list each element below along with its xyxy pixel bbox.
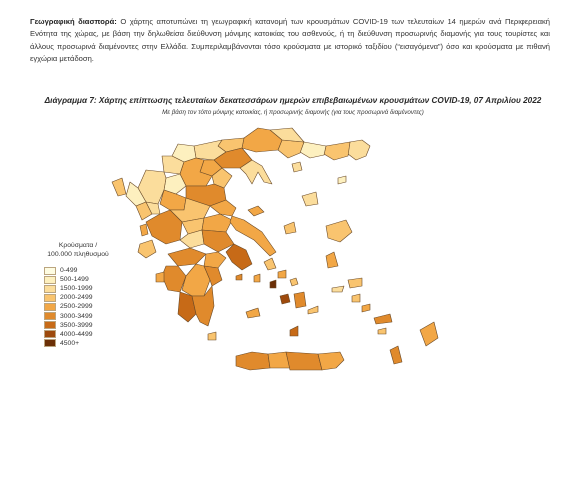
region-trikala — [160, 190, 186, 210]
region-lasithi — [318, 352, 344, 370]
region-evros — [348, 140, 370, 160]
region-korinthia — [204, 252, 226, 268]
legend-label: 2500-2999 — [60, 303, 93, 311]
region-lefkada — [140, 224, 148, 236]
region-limnos — [302, 192, 318, 206]
region-kerkyra — [112, 178, 126, 196]
region-paros — [280, 294, 290, 304]
region-samos — [348, 278, 362, 288]
region-fthiotida — [202, 214, 232, 232]
region-samothraki — [338, 176, 346, 184]
region-xanthi — [300, 142, 326, 158]
region-skyros — [284, 222, 296, 234]
map-subtitle: Με βάση τον τόπο μόνιμης κατοικίας, ή προσωρινής διαμονής (για τους προσωρινά διαμένοντες) — [162, 109, 424, 116]
region-ikaria — [332, 286, 344, 292]
region-zakynthos — [156, 272, 164, 282]
region-santorini — [290, 326, 298, 336]
region-naxos — [294, 292, 306, 308]
region-rodopi — [324, 142, 350, 160]
region-lesvos — [326, 220, 352, 242]
region-kavala — [278, 140, 304, 158]
region-chania — [236, 352, 270, 370]
legend-label: 0-499 — [60, 267, 78, 275]
legend-label: 1500-1999 — [60, 285, 93, 293]
intro-label: Γεωγραφική διασπορά: — [30, 17, 117, 26]
region-thasos — [292, 162, 302, 172]
region-patmos-leros — [352, 294, 360, 302]
region-rodos — [420, 322, 438, 346]
legend-label: 4000-4499 — [60, 330, 93, 338]
legend-label: 4500+ — [60, 339, 80, 347]
region-kos — [374, 314, 392, 324]
legend-label: 3000-3499 — [60, 312, 93, 320]
legend-title-line1: Κρούσματα / — [58, 242, 98, 249]
region-andros — [264, 258, 276, 270]
legend-label: 3500-3999 — [60, 321, 93, 329]
region-attica — [226, 244, 252, 270]
region-kythira — [208, 332, 216, 340]
region-tilos-nisyros — [378, 328, 386, 334]
region-karpathos — [390, 346, 402, 364]
region-achaia — [168, 248, 206, 266]
region-kalymnos — [362, 304, 370, 312]
legend-label: 500-1499 — [60, 276, 89, 284]
region-fokida — [180, 230, 204, 248]
map-title: Διάγραμμα 7: Χάρτης επίπτωσης τελευταίων δεκατεσσάρων ημερών επιβεβαιωμένων κρουσμάτων COVID-19, 07 Απριλίου 2022 — [44, 96, 542, 105]
region-amorgos — [308, 306, 318, 314]
region-kea — [254, 274, 260, 282]
region-chios — [326, 252, 338, 268]
legend-label: 2000-2499 — [60, 294, 93, 302]
region-tinos — [278, 270, 286, 278]
region-kefalonia — [138, 240, 156, 258]
intro-text: Ο χάρτης αποτυπώνει τη γεωγραφική κατανομή των κρουσμάτων COVID-19 των τελευταίων 14 ημερών ανά Περιφερειακή Ενότητα της χώρας, με βάση την δηλωθείσα διεύθυνση μόνιμης κατοικίας του ασθενούς, ή τη διεύθυνση προσωρινής διαμονής για τους τουρίστες και άλλους προσωρινά διαμένοντες στην Ελλάδα. Συμπεριλαμβάνονται τόσο κρούσματα με ιστορικό ταξιδίου (“εισαγόμενα”) όσο και κρούσματα με πιθανή εγχώρια μετάδοση. — [30, 17, 550, 64]
legend-title-line2: 100.000 πληθυσμού — [47, 251, 109, 258]
region-sporades — [248, 206, 264, 216]
region-irakleio — [286, 352, 322, 370]
region-mykonos — [290, 278, 298, 286]
region-syros — [270, 280, 276, 288]
region-milos — [246, 308, 260, 318]
region-aegina — [236, 274, 242, 280]
